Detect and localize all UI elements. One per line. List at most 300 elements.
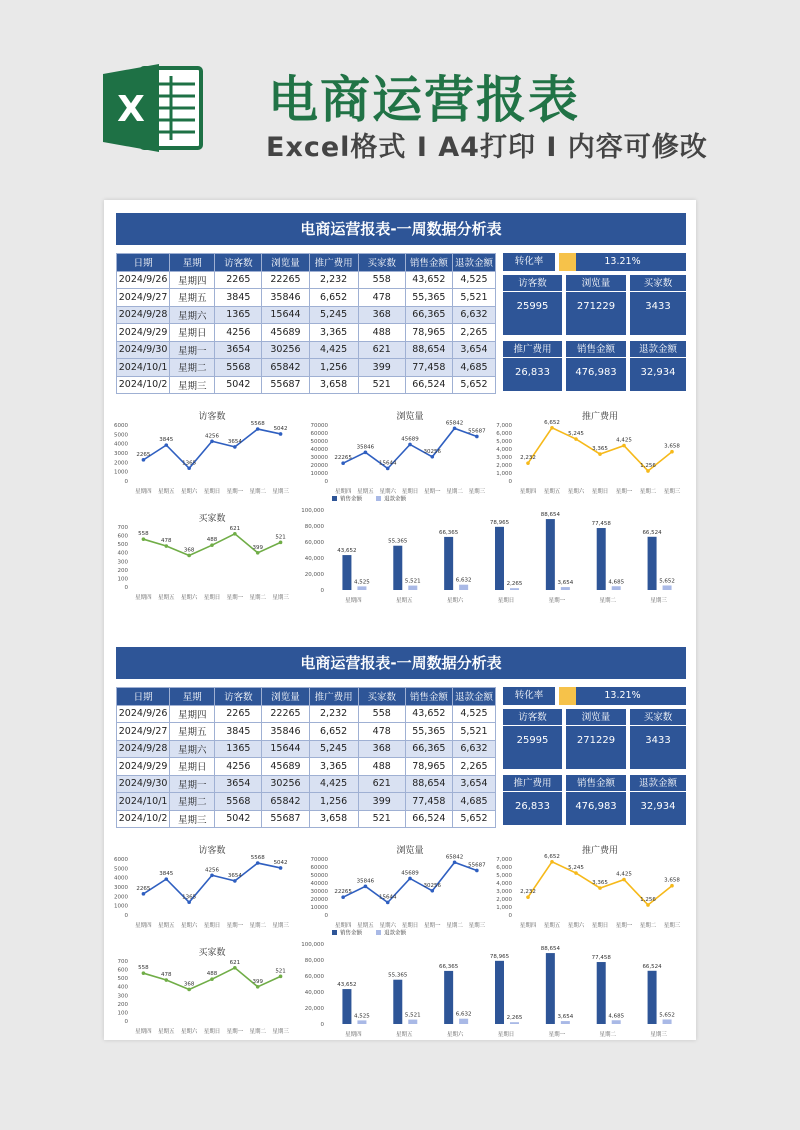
x-tick-label: 星期三 bbox=[650, 1032, 667, 1038]
table-cell: 5568 bbox=[215, 793, 262, 811]
conversion-value: 13.21% bbox=[604, 256, 641, 267]
data-point bbox=[526, 461, 530, 465]
x-tick-label: 星期日 bbox=[401, 923, 419, 929]
data-label: 3845 bbox=[159, 437, 174, 444]
refund-bar bbox=[663, 1019, 672, 1024]
data-point bbox=[256, 551, 260, 555]
table-cell: 2024/9/26 bbox=[117, 705, 170, 723]
y-tick-label: 4,000 bbox=[496, 447, 512, 453]
table-cell: 78,965 bbox=[405, 758, 452, 776]
table-cell: 1365 bbox=[215, 740, 262, 758]
y-tick-label: 300 bbox=[117, 993, 128, 1000]
x-tick-label: 星期三 bbox=[663, 923, 681, 929]
x-tick-label: 星期六 bbox=[180, 489, 198, 495]
kpi-card-sales bbox=[566, 775, 626, 825]
bar-data-label: 88,654 bbox=[540, 946, 560, 953]
data-point bbox=[210, 873, 214, 877]
bar-data-label: 5,652 bbox=[659, 578, 675, 585]
data-point bbox=[453, 427, 457, 431]
refund-bar bbox=[561, 1021, 570, 1024]
table-cell: 5,652 bbox=[452, 810, 495, 828]
kpi-value: 3433 bbox=[645, 301, 671, 312]
table-row bbox=[117, 341, 496, 359]
data-label: 521 bbox=[275, 534, 286, 541]
data-label: 6,652 bbox=[544, 419, 560, 426]
y-tick-label: 700 bbox=[117, 525, 128, 531]
x-tick-label: 星期三 bbox=[468, 489, 486, 495]
x-tick-label: 星期一 bbox=[548, 598, 566, 604]
x-tick-label: 星期一 bbox=[424, 923, 441, 929]
refund-bar bbox=[612, 586, 621, 590]
column-header: 访客数 bbox=[215, 688, 262, 706]
data-label: 3,658 bbox=[664, 877, 680, 884]
y-tick-label: 40,000 bbox=[304, 556, 324, 562]
x-tick-label: 星期三 bbox=[272, 923, 289, 929]
y-tick-label: 5000 bbox=[114, 866, 128, 873]
charts-area bbox=[116, 395, 686, 605]
table-cell: 2024/9/27 bbox=[117, 723, 170, 741]
kpi-label: 浏览量 bbox=[566, 275, 626, 292]
x-tick-label: 星期五 bbox=[158, 923, 175, 929]
x-tick-label: 星期四 bbox=[519, 489, 537, 495]
x-tick-label: 星期日 bbox=[203, 595, 221, 601]
data-label: 30256 bbox=[423, 882, 442, 889]
kpi-value: 476,983 bbox=[575, 801, 617, 812]
conversion-progress-bar bbox=[559, 687, 686, 705]
y-tick-label: 40000 bbox=[310, 881, 328, 887]
bar-data-label: 5,521 bbox=[404, 1012, 421, 1019]
bar-data-label: 78,965 bbox=[489, 519, 510, 526]
sales-bar bbox=[342, 555, 351, 590]
page-header bbox=[0, 0, 800, 195]
data-label: 2265 bbox=[136, 885, 151, 892]
y-tick-label: 3,000 bbox=[496, 889, 512, 895]
data-label: 65842 bbox=[445, 854, 464, 861]
table-cell: 2024/9/28 bbox=[117, 306, 170, 324]
data-label: 30256 bbox=[423, 448, 442, 455]
data-point bbox=[210, 977, 214, 981]
table-cell: 2024/9/27 bbox=[117, 289, 170, 307]
refund-bar bbox=[408, 1020, 417, 1024]
x-tick-label: 星期一 bbox=[226, 923, 244, 929]
kpi-label: 访客数 bbox=[503, 275, 562, 292]
column-header: 访客数 bbox=[215, 254, 262, 272]
table-cell: 621 bbox=[358, 341, 405, 359]
bar-data-label: 6,632 bbox=[455, 577, 472, 584]
data-label: 4256 bbox=[205, 867, 219, 874]
bar-data-label: 2,265 bbox=[506, 1015, 523, 1022]
y-tick-label: 3,000 bbox=[496, 455, 512, 461]
x-tick-label: 星期五 bbox=[357, 923, 374, 929]
table-cell: 45689 bbox=[262, 758, 309, 776]
line-chart-1 bbox=[311, 410, 487, 495]
kpi-card-buyers bbox=[630, 275, 686, 335]
table-cell: 1,256 bbox=[309, 359, 358, 377]
x-tick-label: 星期四 bbox=[135, 923, 152, 929]
table-cell: 22265 bbox=[262, 705, 309, 723]
refund-bar bbox=[459, 1019, 468, 1024]
bar-data-label: 5,652 bbox=[659, 1012, 675, 1019]
table-cell: 521 bbox=[358, 376, 405, 394]
x-tick-label: 星期五 bbox=[396, 598, 413, 604]
chart-title: 访客数 bbox=[198, 846, 226, 856]
table-cell: 3,654 bbox=[452, 341, 495, 359]
data-point bbox=[210, 439, 214, 443]
y-tick-label: 30000 bbox=[310, 889, 328, 895]
x-tick-label: 星期三 bbox=[468, 923, 486, 929]
table-cell: 2,232 bbox=[309, 705, 358, 723]
x-tick-label: 星期五 bbox=[357, 489, 374, 495]
table-cell: 43,652 bbox=[405, 705, 452, 723]
table-cell: 4,425 bbox=[309, 341, 358, 359]
y-tick-label: 2,000 bbox=[496, 897, 512, 903]
y-tick-label: 500 bbox=[117, 976, 128, 983]
table-cell: 3,365 bbox=[309, 324, 358, 342]
data-point bbox=[574, 871, 578, 875]
data-label: 1,256 bbox=[640, 896, 656, 903]
data-point bbox=[210, 543, 214, 547]
data-label: 2,232 bbox=[520, 889, 536, 896]
data-point bbox=[279, 866, 283, 870]
x-tick-label: 星期三 bbox=[272, 595, 289, 601]
legend-label: 销售金额 bbox=[340, 930, 363, 937]
table-cell: 3,365 bbox=[309, 758, 358, 776]
y-tick-label: 400 bbox=[117, 984, 128, 991]
table-cell: 4,525 bbox=[452, 271, 495, 289]
data-label: 4256 bbox=[205, 433, 219, 440]
kpi-value: 271229 bbox=[576, 301, 616, 312]
x-tick-label: 星期一 bbox=[226, 595, 244, 601]
table-cell: 星期五 bbox=[170, 723, 215, 741]
data-label: 3,365 bbox=[592, 880, 608, 887]
data-point bbox=[187, 988, 191, 992]
data-label: 488 bbox=[206, 971, 218, 978]
table-cell: 4,685 bbox=[452, 359, 495, 377]
table-cell: 星期日 bbox=[170, 758, 215, 776]
data-point bbox=[341, 461, 345, 465]
refund-bar bbox=[408, 586, 417, 590]
data-label: 5,245 bbox=[568, 431, 584, 438]
y-tick-label: 300 bbox=[117, 559, 128, 566]
table-cell: 66,365 bbox=[405, 740, 452, 758]
column-header: 销售金额 bbox=[405, 688, 452, 706]
chart-title: 推广费用 bbox=[581, 846, 619, 856]
table-row bbox=[117, 271, 496, 289]
table-cell: 66,365 bbox=[405, 306, 452, 324]
x-tick-label: 星期六 bbox=[180, 1029, 198, 1035]
data-point bbox=[475, 435, 479, 439]
column-header: 退款金额 bbox=[452, 688, 495, 706]
table-cell: 66,524 bbox=[405, 376, 452, 394]
kpi-label: 推广费用 bbox=[503, 775, 562, 792]
x-tick-label: 星期六 bbox=[446, 598, 464, 604]
chart-title: 推广费用 bbox=[581, 412, 619, 422]
kpi-label: 买家数 bbox=[630, 709, 686, 726]
y-tick-label: 600 bbox=[117, 533, 128, 540]
data-label: 368 bbox=[183, 981, 195, 988]
data-point bbox=[550, 426, 554, 430]
data-label: 4,425 bbox=[616, 871, 632, 878]
data-point bbox=[164, 978, 168, 982]
x-tick-label: 星期五 bbox=[158, 489, 175, 495]
data-point bbox=[142, 458, 146, 462]
table-cell: 43,652 bbox=[405, 271, 452, 289]
table-cell: 3654 bbox=[215, 341, 262, 359]
section-title: 电商运营报表-一周数据分析表 bbox=[116, 647, 686, 679]
data-point bbox=[430, 455, 434, 459]
y-tick-label: 0 bbox=[124, 913, 128, 919]
x-tick-label: 星期五 bbox=[396, 1032, 413, 1038]
table-row bbox=[117, 775, 496, 793]
data-point bbox=[526, 895, 530, 899]
data-point bbox=[256, 427, 260, 431]
kpi-label: 销售金额 bbox=[566, 775, 626, 792]
sales-bar bbox=[597, 962, 606, 1024]
table-cell: 78,965 bbox=[405, 324, 452, 342]
table-cell: 3,658 bbox=[309, 376, 358, 394]
data-label: 6,652 bbox=[544, 853, 560, 860]
y-tick-label: 80,000 bbox=[304, 958, 324, 964]
x-tick-label: 星期六 bbox=[180, 923, 198, 929]
data-label: 4,425 bbox=[616, 437, 632, 444]
column-header: 买家数 bbox=[358, 688, 405, 706]
table-cell: 6,632 bbox=[452, 306, 495, 324]
x-tick-label: 星期四 bbox=[135, 595, 152, 601]
data-point bbox=[187, 466, 191, 470]
table-cell: 6,632 bbox=[452, 740, 495, 758]
data-point bbox=[364, 885, 368, 889]
table-cell: 5,245 bbox=[309, 740, 358, 758]
data-point bbox=[646, 903, 650, 907]
kpi-card-buyers bbox=[630, 709, 686, 769]
y-tick-label: 3000 bbox=[114, 451, 128, 457]
table-cell: 4256 bbox=[215, 324, 262, 342]
x-tick-label: 星期二 bbox=[599, 598, 616, 604]
logo-letter: X bbox=[117, 89, 145, 130]
data-point bbox=[142, 537, 146, 541]
x-tick-label: 星期日 bbox=[401, 489, 419, 495]
table-cell: 45689 bbox=[262, 324, 309, 342]
data-label: 2,232 bbox=[520, 455, 536, 462]
chart-title: 买家数 bbox=[198, 514, 226, 524]
y-tick-label: 200 bbox=[117, 567, 128, 574]
data-label: 15644 bbox=[378, 894, 397, 901]
bar-data-label: 66,524 bbox=[642, 529, 662, 536]
data-table bbox=[116, 687, 496, 828]
y-tick-label: 20000 bbox=[310, 897, 328, 903]
table-cell: 3,654 bbox=[452, 775, 495, 793]
bar-data-label: 2,265 bbox=[506, 581, 523, 588]
y-tick-label: 4000 bbox=[114, 441, 128, 448]
kpi-card-refunds bbox=[630, 341, 686, 391]
y-tick-label: 6,000 bbox=[496, 865, 512, 871]
table-cell: 621 bbox=[358, 775, 405, 793]
data-label: 35846 bbox=[356, 444, 375, 451]
x-tick-label: 星期日 bbox=[591, 489, 609, 495]
table-cell: 2024/9/30 bbox=[117, 775, 170, 793]
report-sheet bbox=[104, 200, 696, 1040]
column-header: 浏览量 bbox=[262, 688, 309, 706]
y-tick-label: 700 bbox=[117, 959, 128, 965]
table-cell: 星期二 bbox=[170, 793, 215, 811]
y-tick-label: 5,000 bbox=[496, 439, 512, 445]
data-point bbox=[453, 861, 457, 865]
legend-label: 退款金额 bbox=[384, 930, 407, 937]
conversion-label: 转化率 bbox=[503, 253, 555, 271]
refund-bar bbox=[357, 586, 366, 590]
kpi-card-promo-cost bbox=[503, 341, 562, 391]
column-header: 日期 bbox=[117, 688, 170, 706]
table-cell: 星期六 bbox=[170, 306, 215, 324]
refund-bar bbox=[561, 587, 570, 590]
x-tick-label: 星期六 bbox=[379, 489, 396, 495]
y-tick-label: 60000 bbox=[310, 865, 328, 871]
y-tick-label: 0 bbox=[124, 1019, 128, 1025]
table-cell: 5568 bbox=[215, 359, 262, 377]
table-cell: 558 bbox=[358, 705, 405, 723]
y-tick-label: 5000 bbox=[114, 432, 128, 439]
data-label: 5042 bbox=[273, 425, 288, 432]
line-chart-3 bbox=[118, 512, 290, 601]
section-title: 电商运营报表-一周数据分析表 bbox=[116, 213, 686, 245]
table-cell: 15644 bbox=[262, 306, 309, 324]
data-point bbox=[256, 985, 260, 989]
table-cell: 5042 bbox=[215, 810, 262, 828]
table-row bbox=[117, 376, 496, 394]
kpi-card-visitors bbox=[503, 275, 562, 335]
data-point bbox=[233, 879, 237, 883]
table-cell: 2024/9/29 bbox=[117, 758, 170, 776]
y-tick-label: 1000 bbox=[114, 469, 128, 476]
y-tick-label: 1000 bbox=[114, 903, 128, 910]
x-tick-label: 星期六 bbox=[446, 1032, 464, 1038]
data-point bbox=[598, 886, 602, 890]
sales-bar bbox=[597, 528, 606, 590]
y-tick-label: 0 bbox=[324, 913, 328, 919]
data-table bbox=[116, 253, 496, 394]
excel-logo-icon bbox=[103, 62, 203, 154]
sales-bar bbox=[393, 980, 402, 1024]
y-tick-label: 0 bbox=[324, 479, 328, 485]
x-tick-label: 星期二 bbox=[639, 489, 657, 495]
y-tick-label: 0 bbox=[124, 479, 128, 485]
table-cell: 399 bbox=[358, 359, 405, 377]
table-cell: 星期日 bbox=[170, 324, 215, 342]
x-tick-label: 星期四 bbox=[135, 489, 152, 495]
conversion-value: 13.21% bbox=[604, 690, 641, 701]
y-tick-label: 3000 bbox=[114, 885, 128, 891]
table-cell: 星期五 bbox=[170, 289, 215, 307]
chart-title: 浏览量 bbox=[396, 412, 424, 422]
data-label: 621 bbox=[229, 525, 241, 532]
y-tick-label: 500 bbox=[117, 542, 128, 549]
data-point bbox=[164, 443, 168, 447]
kpi-card-pageviews bbox=[566, 709, 626, 769]
data-label: 22265 bbox=[334, 889, 352, 896]
conversion-progress-bar bbox=[559, 253, 686, 271]
data-point bbox=[598, 452, 602, 456]
x-tick-label: 星期一 bbox=[548, 1032, 566, 1038]
y-tick-label: 100,000 bbox=[301, 942, 324, 948]
kpi-label: 销售金额 bbox=[566, 341, 626, 358]
data-point bbox=[164, 877, 168, 881]
sales-bar bbox=[444, 971, 453, 1024]
data-point bbox=[670, 450, 674, 454]
charts-area bbox=[116, 829, 686, 1039]
data-label: 45689 bbox=[401, 436, 419, 443]
data-label: 558 bbox=[138, 965, 149, 972]
table-cell: 55687 bbox=[262, 376, 309, 394]
legend-swatch bbox=[332, 930, 337, 935]
data-point bbox=[386, 901, 390, 905]
data-point bbox=[233, 532, 237, 536]
table-cell: 1,256 bbox=[309, 793, 358, 811]
data-label: 5,245 bbox=[568, 865, 584, 872]
kpi-card-visitors bbox=[503, 709, 562, 769]
y-tick-label: 4,000 bbox=[496, 881, 512, 887]
y-tick-label: 600 bbox=[117, 967, 128, 974]
kpi-value: 32,934 bbox=[640, 801, 676, 812]
table-cell: 488 bbox=[358, 324, 405, 342]
column-header: 日期 bbox=[117, 254, 170, 272]
data-point bbox=[622, 444, 626, 448]
table-cell: 2024/9/28 bbox=[117, 740, 170, 758]
x-tick-label: 星期日 bbox=[203, 489, 221, 495]
table-cell: 4,425 bbox=[309, 775, 358, 793]
bar-data-label: 88,654 bbox=[540, 512, 560, 519]
kpi-value: 26,833 bbox=[515, 367, 550, 378]
column-header: 推广费用 bbox=[309, 254, 358, 272]
table-cell: 2,265 bbox=[452, 324, 495, 342]
table-cell: 3654 bbox=[215, 775, 262, 793]
table-cell: 星期一 bbox=[170, 775, 215, 793]
data-label: 35846 bbox=[356, 878, 375, 885]
bar-data-label: 4,685 bbox=[608, 579, 625, 586]
y-tick-label: 30000 bbox=[310, 455, 328, 461]
data-point bbox=[279, 975, 283, 979]
data-label: 3,658 bbox=[664, 443, 680, 450]
data-label: 3654 bbox=[227, 872, 242, 879]
page-title: 电商运营报表 bbox=[268, 71, 580, 129]
x-tick-label: 星期六 bbox=[180, 595, 198, 601]
data-point bbox=[364, 451, 368, 455]
column-header: 星期 bbox=[170, 254, 215, 272]
table-row bbox=[117, 289, 496, 307]
table-row bbox=[117, 723, 496, 741]
refund-bar bbox=[510, 1022, 519, 1024]
data-label: 5042 bbox=[273, 859, 288, 866]
x-tick-label: 星期四 bbox=[334, 489, 352, 495]
x-tick-label: 星期二 bbox=[639, 923, 657, 929]
report-section-1 bbox=[114, 213, 686, 604]
bar-data-label: 4,525 bbox=[354, 579, 370, 586]
data-point bbox=[341, 895, 345, 899]
x-tick-label: 星期五 bbox=[158, 1029, 175, 1035]
data-label: 5568 bbox=[250, 421, 265, 428]
line-chart-3 bbox=[118, 946, 290, 1035]
table-cell: 2024/9/30 bbox=[117, 341, 170, 359]
x-tick-label: 星期四 bbox=[135, 1029, 152, 1035]
table-cell: 368 bbox=[358, 306, 405, 324]
data-point bbox=[233, 445, 237, 449]
table-cell: 66,524 bbox=[405, 810, 452, 828]
data-label: 5568 bbox=[250, 855, 265, 862]
kpi-label: 访客数 bbox=[503, 709, 562, 726]
column-header: 星期 bbox=[170, 688, 215, 706]
sales-bar bbox=[495, 527, 504, 590]
table-cell: 3845 bbox=[215, 289, 262, 307]
line-chart-2 bbox=[496, 410, 680, 495]
